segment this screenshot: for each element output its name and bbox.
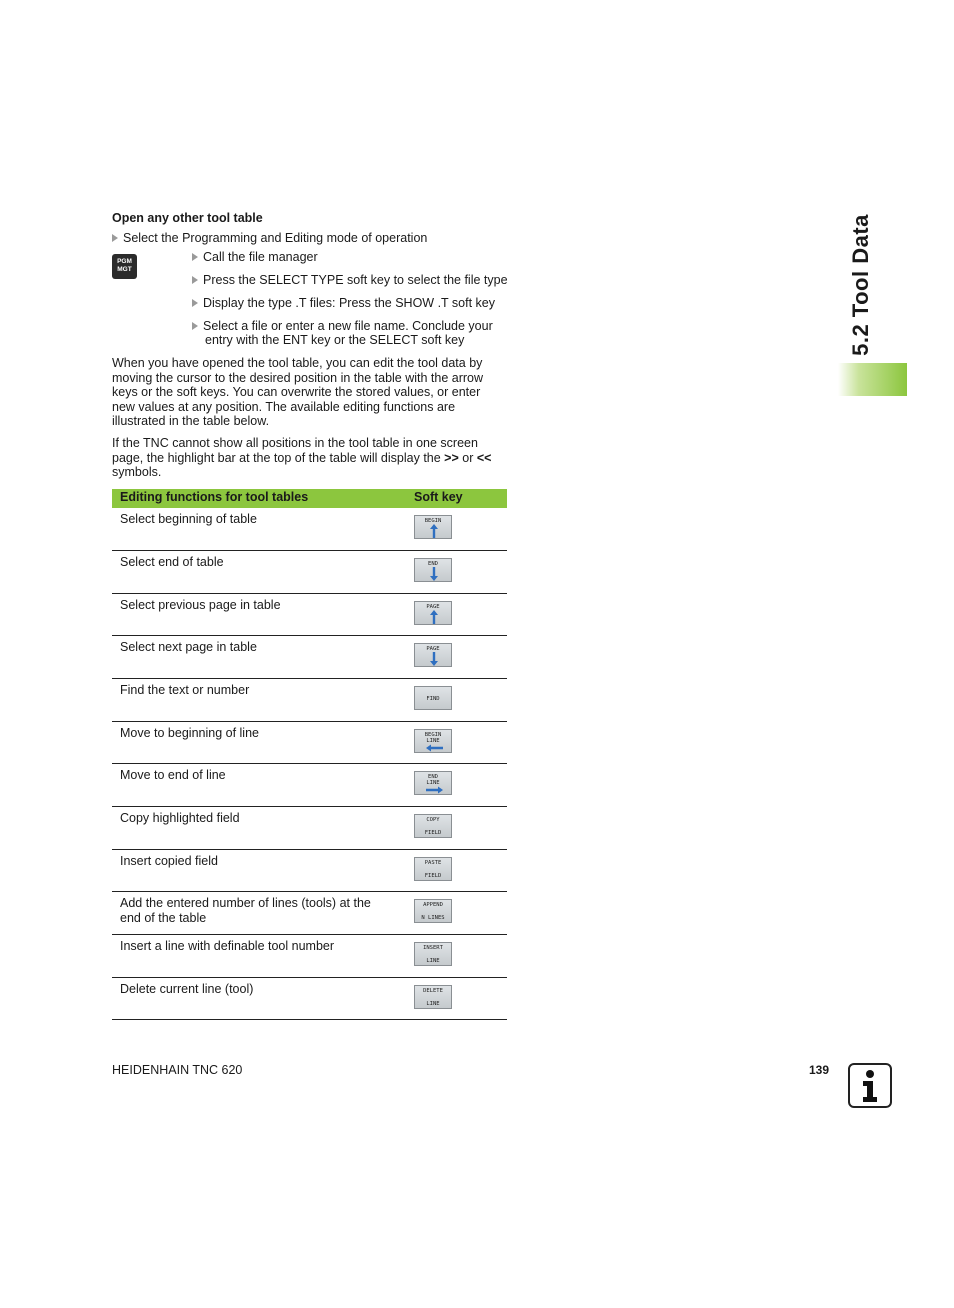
table-row xyxy=(112,594,507,636)
soft-key xyxy=(414,899,452,923)
section-heading: Open any other tool table xyxy=(112,211,263,225)
step-1 xyxy=(112,231,427,245)
soft-key-label: END xyxy=(428,561,438,567)
bullet-triangle-icon xyxy=(192,276,198,284)
key-label: MGT xyxy=(117,266,132,273)
function-description: Select beginning of table xyxy=(120,512,257,526)
soft-key-label: DELETE xyxy=(423,988,443,994)
arrow-up-icon xyxy=(415,516,453,540)
soft-key xyxy=(414,515,452,539)
function-description: Select end of table xyxy=(120,555,224,569)
paragraph-highlight-bar xyxy=(112,436,507,480)
soft-key-label: LINE xyxy=(426,738,440,744)
table-body xyxy=(112,508,507,1020)
soft-key-label: FIND xyxy=(426,696,440,702)
table-row xyxy=(112,935,507,978)
paragraph-text: or xyxy=(458,450,477,465)
bullet-triangle-icon xyxy=(112,234,118,242)
table-row xyxy=(112,722,507,764)
step-4 xyxy=(192,296,495,310)
soft-key-label: LINE xyxy=(426,780,440,786)
soft-key xyxy=(414,686,452,710)
soft-key xyxy=(414,558,452,582)
key-label: PGM xyxy=(117,258,132,265)
function-description: Move to beginning of line xyxy=(120,726,259,740)
soft-key-label: INSERT xyxy=(423,945,443,951)
soft-key-label: PAGE xyxy=(426,646,440,652)
soft-key-label: LINE xyxy=(426,1001,440,1007)
table-row xyxy=(112,892,507,935)
step-5 xyxy=(192,319,493,333)
step-text: Display the type .T files: Press the SHOW .T soft key xyxy=(203,296,495,310)
paragraph-line: illustrated in the table below. xyxy=(112,414,270,428)
function-description: Insert copied field xyxy=(120,854,218,868)
function-description: Insert a line with definable tool number xyxy=(120,939,335,953)
soft-key xyxy=(414,857,452,881)
paragraph-line: symbols. xyxy=(112,465,162,479)
info-icon xyxy=(848,1063,892,1108)
function-description: Delete current line (tool) xyxy=(120,982,254,996)
soft-key-label: PASTE xyxy=(424,860,442,866)
paragraph-line: When you have opened the tool table, you can edit the tool data by xyxy=(112,356,483,370)
table-row xyxy=(112,850,507,892)
table-row xyxy=(112,508,507,551)
arrow-up-icon xyxy=(415,602,453,626)
soft-key xyxy=(414,985,452,1009)
soft-key-label: PAGE xyxy=(426,604,440,610)
soft-key xyxy=(414,942,452,966)
paragraph-line: If the TNC cannot show all positions in the tool table in one screen xyxy=(112,436,478,450)
footer-product: HEIDENHAIN TNC 620 xyxy=(112,1063,243,1077)
arrow-right-icon xyxy=(415,772,453,796)
soft-key xyxy=(414,729,452,753)
column-header-function: Editing functions for tool tables xyxy=(120,490,309,504)
arrow-down-icon xyxy=(415,559,453,583)
info-glyph-icon xyxy=(850,1065,890,1106)
paragraph-text: page, the highlight bar at the top of the table will display the xyxy=(112,450,445,465)
bullet-triangle-icon xyxy=(192,322,198,330)
paragraph-editing-intro xyxy=(112,356,507,429)
step-text: Call the file manager xyxy=(203,250,318,264)
function-description: Copy highlighted field xyxy=(120,811,240,825)
bullet-triangle-icon xyxy=(192,253,198,261)
page-number: 139 xyxy=(809,1063,830,1077)
step-text: Select the Programming and Editing mode of operation xyxy=(123,231,428,245)
soft-key-label: BEGIN xyxy=(424,732,442,738)
function-description: Find the text or number xyxy=(120,683,250,697)
pgm-mgt-key-icon xyxy=(112,254,137,279)
soft-key-label: BEGIN xyxy=(424,518,442,524)
soft-key-label: END xyxy=(428,774,438,780)
soft-key-label: N LINES xyxy=(421,915,445,921)
soft-key xyxy=(414,601,452,625)
editing-functions-table xyxy=(112,489,507,1020)
soft-key xyxy=(414,643,452,667)
soft-key xyxy=(414,771,452,795)
chapter-tab-marker xyxy=(838,363,907,396)
step-text: Select a file or enter a new file name. Conclude your xyxy=(203,319,493,333)
column-header-soft-key: Soft key xyxy=(414,490,463,504)
forward-symbol: >> xyxy=(444,450,459,465)
function-description: Select next page in table xyxy=(120,640,257,654)
soft-key-label: LINE xyxy=(426,958,440,964)
step-text: Press the SELECT TYPE soft key to select the file type xyxy=(203,273,508,287)
bullet-triangle-icon xyxy=(192,299,198,307)
function-description: Select previous page in table xyxy=(120,598,281,612)
soft-key-label: COPY xyxy=(426,817,440,823)
soft-key xyxy=(414,814,452,838)
paragraph-line xyxy=(112,451,507,466)
paragraph-line: new values at any position. The available editing functions are xyxy=(112,399,456,414)
chapter-title-text: 5.2 Tool Data xyxy=(847,213,873,356)
soft-key-label: FIELD xyxy=(424,830,442,836)
step-5-continued: entry with the ENT key or the SELECT soft key xyxy=(205,333,465,347)
function-description: Move to end of line xyxy=(120,768,226,782)
arrow-down-icon xyxy=(415,644,453,668)
paragraph-line: moving the cursor to the desired position in the table with the arrow xyxy=(112,370,484,385)
step-3 xyxy=(192,273,508,287)
step-2 xyxy=(192,250,318,264)
table-row xyxy=(112,978,507,1020)
table-row xyxy=(112,551,507,594)
table-row xyxy=(112,636,507,679)
back-symbol: << xyxy=(476,450,492,465)
table-row xyxy=(112,679,507,722)
paragraph-line: keys or the soft keys. You can overwrite the stored values, or enter xyxy=(112,385,481,399)
table-row xyxy=(112,764,507,807)
table-header xyxy=(112,489,507,508)
function-description: Add the entered number of lines (tools) at the end of the table xyxy=(120,896,371,925)
table-row xyxy=(112,807,507,850)
chapter-title-vertical xyxy=(838,212,883,357)
soft-key-label: APPEND xyxy=(423,902,443,908)
soft-key-label: FIELD xyxy=(424,873,442,879)
arrow-left-icon xyxy=(415,730,453,754)
